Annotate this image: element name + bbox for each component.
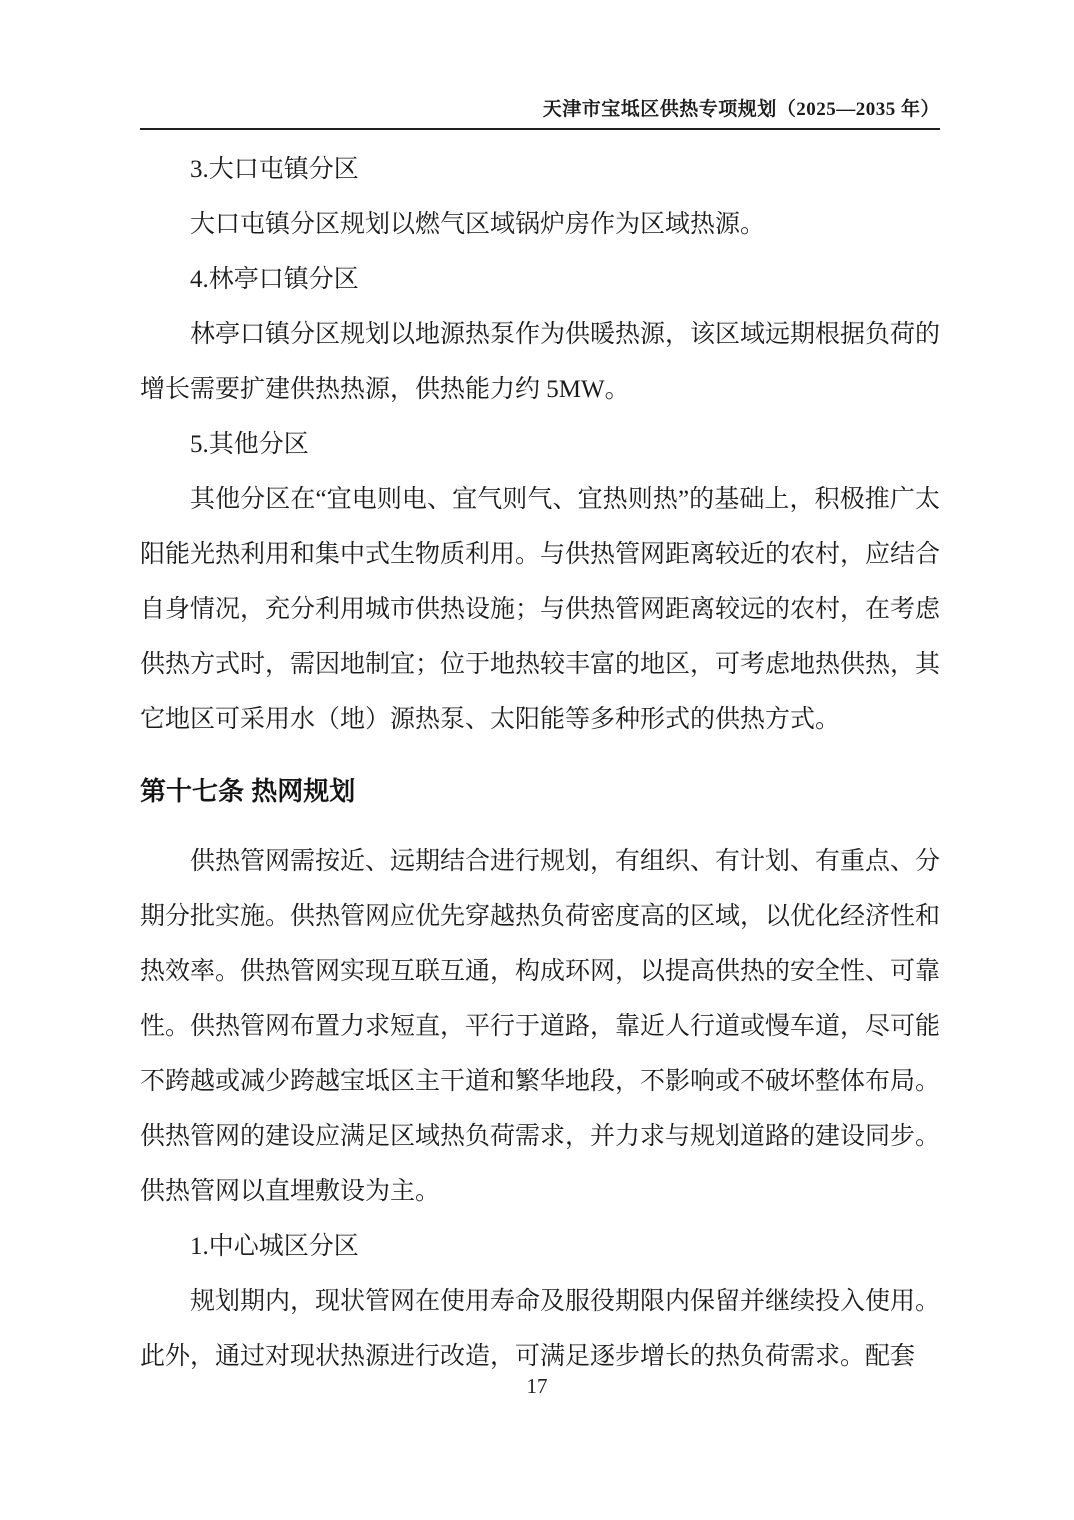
- paragraph-subsection-5-title: 5.其他分区: [190, 431, 309, 458]
- paragraph-heat-network-plan: 供热管网需按近、远期结合进行规划，有组织、有计划、有重点、分期分批实施。供热管网应优先穿越热负荷密度高的区域，以优化经济性和热效率。供热管网实现互联互通，构成环网，以提高供热的安全性、可靠性。供热管网布置力求短直，平行于道路，靠近人行道或慢车道，尽可能不跨越或减少跨越宝坻区主干道和繁华地段，不影响或不破坏整体布局。供热管网的建设应满足区域热负荷需求，并力求与规划道路的建设同步。供热管网以直埋敷设为主。: [140, 848, 941, 1205]
- paragraph-subsection-1-title: 1.中心城区分区: [190, 1233, 359, 1260]
- paragraph-subsection-4-title: 4.林亭口镇分区: [190, 266, 359, 293]
- paragraph-subsection-5-body: 其他分区在“宜电则电、宜气则气、宜热则热”的基础上，积极推广太阳能光热利用和集中式生物质利用。与供热管网距离较近的农村，应结合自身情况，充分利用城市供热设施；与供热管网距离较远的农村，在考虑供热方式时，需因地制宜；位于地热较丰富的地区，可考虑地热供热，其它地区可采用水（地）源热泵、太阳能等多种形式的供热方式。: [140, 486, 941, 733]
- paragraph-subsection-1-body: 规划期内，现状管网在使用寿命及服役期限内保留并继续投入使用。此外，通过对现状热源进行改造，可满足逐步增长的热负荷需求。配套: [140, 1288, 941, 1370]
- section-heading-article-17: 第十七条 热网规划: [140, 776, 356, 806]
- document-body: [140, 142, 940, 1384]
- page-footer: [0, 1374, 1074, 1399]
- page-number: 17: [526, 1374, 548, 1398]
- paragraph-subsection-3-title: 3.大口屯镇分区: [190, 156, 359, 183]
- header-title: 天津市宝坻区供热专项规划（2025—2035 年）: [542, 99, 940, 120]
- paragraph-subsection-3-body: 大口屯镇分区规划以燃气区域锅炉房作为区域热源。: [190, 211, 766, 238]
- paragraph-subsection-4-body: 林亭口镇分区规划以地源热泵作为供暖热源，该区域远期根据负荷的增长需要扩建供热热源，供热能力约 5MW。: [140, 321, 941, 403]
- page-header: [140, 94, 940, 130]
